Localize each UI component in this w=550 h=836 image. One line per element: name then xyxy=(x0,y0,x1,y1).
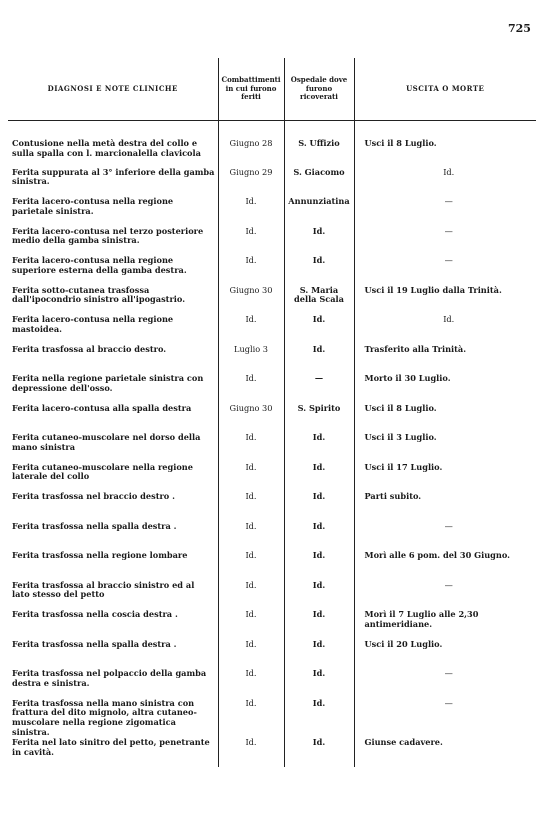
combat-date-cell: Giugno 29 xyxy=(218,168,284,198)
hospital-cell: Id. xyxy=(284,610,354,640)
combat-date-cell: Luglio 3 xyxy=(218,345,284,375)
exit-cell: — xyxy=(444,579,453,590)
table-row xyxy=(8,227,536,257)
combat-date-cell: Id. xyxy=(218,197,284,227)
hospital-cell: Id. xyxy=(284,463,354,493)
diagnosis-cell: Ferita lacero-contusa nella regione mastoidea. xyxy=(12,314,174,334)
combat-date-cell: Id. xyxy=(218,581,284,611)
combat-date-cell: Id. xyxy=(218,463,284,493)
table-row xyxy=(8,197,536,227)
diagnosis-cell: Ferita suppurata al 3° inferiore della gamba sinistra. xyxy=(12,166,215,187)
hospital-cell: Id. xyxy=(284,315,354,345)
diagnosis-cell: Ferita trasfossa nella regione lombare xyxy=(12,550,188,560)
exit-cell: Trasferito alla Trinità. xyxy=(364,343,467,354)
diagnosis-cell: Ferita trasfossa nella mano sinistra con frattura del dito mignolo, altra cutaneo-muscolare nella regione zigomatica sinistra. xyxy=(12,697,197,738)
table-row xyxy=(8,256,536,286)
header-hospital: Ospedale dove furono ricoverati xyxy=(284,58,354,121)
hospital-cell: S. Maria della Scala xyxy=(284,286,354,316)
combat-date-cell: Id. xyxy=(218,640,284,670)
exit-cell: — xyxy=(444,668,453,678)
combat-date-cell: Id. xyxy=(218,433,284,463)
exit-cell: Usci il 19 Luglio dalla Trinità. xyxy=(364,284,502,295)
diagnosis-cell: Ferita trasfossa nella coscia destra . xyxy=(12,609,178,619)
diagnosis-cell: Ferita lacero-contusa alla spalla destra xyxy=(12,402,192,413)
table-row xyxy=(8,463,536,493)
table-row xyxy=(8,581,536,611)
header-combat-date: Combattimenti in cui furono feriti xyxy=(218,58,284,121)
hospital-cell: Id. xyxy=(284,522,354,552)
combat-date-cell: Id. xyxy=(218,551,284,581)
exit-cell: Usci il 8 Luglio. xyxy=(364,138,437,148)
diagnosis-cell: Ferita sotto-cutanea trasfossa dall'ipocondrio sinistro all'ipogastrio. xyxy=(12,284,186,305)
diagnosis-cell: Contusione nella metà destra del collo e sulla spalla con l. marcionalella clavicola xyxy=(12,138,201,158)
exit-cell: Usci il 8 Luglio. xyxy=(364,402,437,413)
exit-cell: Parti subito. xyxy=(364,491,422,501)
diagnosis-cell: Ferita cutaneo-muscolare nel dorso della mano sinistra xyxy=(12,432,201,452)
hospital-cell: Id. xyxy=(284,669,354,699)
hospital-cell: Id. xyxy=(284,433,354,463)
diagnosis-cell: Ferita trasfossa nel polpaccio della gamba destra e sinistra. xyxy=(12,668,207,688)
exit-cell: — xyxy=(444,196,453,206)
table-row xyxy=(8,699,536,738)
ledger-body xyxy=(8,121,536,768)
hospital-cell: S. Giacomo xyxy=(284,168,354,198)
diagnosis-cell: Ferita lacero-contusa nella regione superiore esterna della gamba destra. xyxy=(12,255,187,275)
diagnosis-cell: Ferita trasfossa al braccio destro. xyxy=(12,343,167,354)
hospital-cell: Id. xyxy=(284,640,354,670)
table-row xyxy=(8,610,536,640)
combat-date-cell: Id. xyxy=(218,699,284,738)
hospital-cell: Annunziatina xyxy=(284,197,354,227)
table-row xyxy=(8,551,536,581)
exit-cell: — xyxy=(444,255,453,265)
hospital-cell: Id. xyxy=(284,256,354,286)
exit-cell: Morì il 7 Luglio alle 2,30 antimeridiane. xyxy=(364,609,479,629)
header-row xyxy=(8,58,536,121)
diagnosis-cell: Ferita lacero-contusa nel terzo posteriore medio della gamba sinistra. xyxy=(12,225,204,246)
hospital-cell: Id. xyxy=(284,699,354,738)
exit-cell: Id. xyxy=(443,314,455,324)
casualty-ledger-table xyxy=(8,58,536,767)
hospital-cell: Id. xyxy=(284,581,354,611)
exit-cell: — xyxy=(444,697,453,708)
diagnosis-cell: Ferita trasfossa al braccio sinistro ed al lato stesso del petto xyxy=(12,579,195,600)
combat-date-cell: Giugno 30 xyxy=(218,404,284,434)
hospital-cell: S. Spirito xyxy=(284,404,354,434)
hospital-cell: Id. xyxy=(284,738,354,768)
diagnosis-cell: Ferita nel lato sinitro del petto, penetrante in cavità. xyxy=(12,736,210,757)
exit-cell: Usci il 3 Luglio. xyxy=(364,432,437,442)
combat-date-cell: Id. xyxy=(218,669,284,699)
hospital-cell: Id. xyxy=(284,227,354,257)
combat-date-cell: Id. xyxy=(218,492,284,522)
diagnosis-cell: Ferita trasfossa nella spalla destra . xyxy=(12,638,177,649)
diagnosis-cell: Ferita trasfossa nel braccio destro . xyxy=(12,491,175,501)
table-row xyxy=(8,168,536,198)
combat-date-cell: Id. xyxy=(218,374,284,404)
page-bottom-margin xyxy=(0,770,550,836)
exit-cell: Morto il 30 Luglio. xyxy=(364,373,451,383)
combat-date-cell: Giugno 30 xyxy=(218,286,284,316)
combat-date-cell: Giugno 28 xyxy=(218,121,284,168)
hospital-cell: Id. xyxy=(284,492,354,522)
table-row xyxy=(8,522,536,552)
table-row xyxy=(8,404,536,434)
table-row xyxy=(8,121,536,168)
hospital-cell: S. Uffizio xyxy=(284,121,354,168)
table-row xyxy=(8,374,536,404)
table-row xyxy=(8,286,536,316)
table-row xyxy=(8,433,536,463)
combat-date-cell: Id. xyxy=(218,738,284,768)
table-row xyxy=(8,669,536,699)
header-diagnosis: DIAGNOSI E NOTE CLINICHE xyxy=(8,58,218,121)
table-row xyxy=(8,492,536,522)
table-row xyxy=(8,315,536,345)
hospital-cell: Id. xyxy=(284,551,354,581)
combat-date-cell: Id. xyxy=(218,227,284,257)
exit-cell: — xyxy=(444,225,453,236)
diagnosis-cell: Ferita trasfossa nella spalla destra . xyxy=(12,520,177,531)
hospital-cell: — xyxy=(284,374,354,404)
exit-cell: Morì alle 6 pom. del 30 Giugno. xyxy=(364,550,511,560)
table-row xyxy=(8,345,536,375)
exit-cell: Usci il 20 Luglio. xyxy=(364,638,443,649)
exit-cell: Usci il 17 Luglio. xyxy=(364,461,443,472)
exit-cell: Id. xyxy=(443,166,455,177)
header-exit-or-death: USCITA O MORTE xyxy=(354,58,536,121)
hospital-cell: Id. xyxy=(284,345,354,375)
page-number: 725 xyxy=(508,22,531,35)
diagnosis-cell: Ferita cutaneo-muscolare nella regione laterale del collo xyxy=(12,461,193,482)
diagnosis-cell: Ferita lacero-contusa nella regione parietale sinistra. xyxy=(12,196,174,216)
exit-cell: Giunse cadavere. xyxy=(364,736,443,747)
exit-cell: — xyxy=(444,520,453,531)
combat-date-cell: Id. xyxy=(218,315,284,345)
table-row xyxy=(8,640,536,670)
combat-date-cell: Id. xyxy=(218,256,284,286)
combat-date-cell: Id. xyxy=(218,610,284,640)
diagnosis-cell: Ferita nella regione parietale sinistra con depressione dell'osso. xyxy=(12,373,204,393)
table-row xyxy=(8,738,536,768)
combat-date-cell: Id. xyxy=(218,522,284,552)
